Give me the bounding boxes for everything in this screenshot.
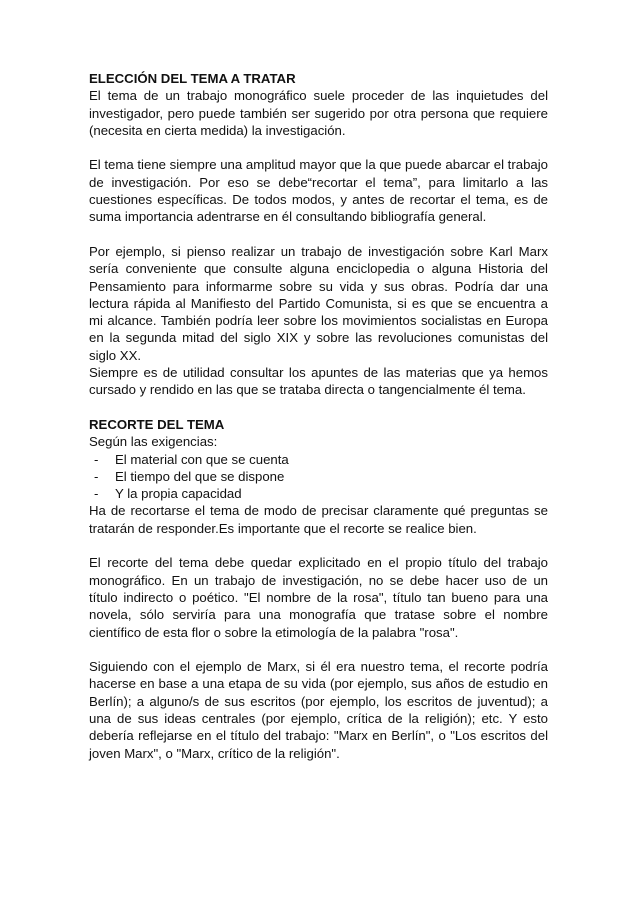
dash-bullet: - [94,486,99,502]
paragraph: Ha de recortarse el tema de modo de precisar claramente qué preguntas se tratarán de responder.Es importante que el recorte se realice bien. [89,503,548,536]
list-item-text: El tiempo del que se dispone [115,468,285,484]
paragraph: El tema tiene siempre una amplitud mayor que la que puede abarcar el trabajo de investigación. Por eso se debe“recortar el tema”, para limitarlo a las cuestiones específicas. De todos modos, y antes de recortar el tema, es de suma importancia adentrarse en él consultando bibliografía general. [89,157,548,225]
dash-bullet: - [94,468,99,484]
document-page [89,70,548,779]
paragraph: El tema de un trabajo monográfico suele proceder de las inquietudes del investigador, pero puede también ser sugerido por otra persona que requiere (necesita en cierta medida) la investigación. [89,88,548,138]
requirements-list [89,451,548,503]
list-item-text: Y la propia capacidad [115,486,242,502]
section-heading-recorte: RECORTE DEL TEMA [89,416,225,432]
list-item [89,468,548,485]
paragraph: Por ejemplo, si pienso realizar un trabajo de investigación sobre Karl Marx sería conveniente que consulte alguna enciclopedia o alguna Historia del Pensamiento para informarme sobre su vida y sus obras. Podría dar una lectura rápida al Manifiesto del Partido Comunista, si es que se encuentra a mi alcance. También podría leer sobre los movimientos socialistas en Europa en la segunda mitad del siglo XIX y sobre las revoluciones comunistas del siglo XX. [89,243,548,363]
dash-bullet: - [94,451,99,467]
paragraph: Siempre es de utilidad consultar los apuntes de las materias que ya hemos cursado y rendido en las que se trataba directa o tangencialmente él tema. [89,365,548,398]
list-item [89,485,548,502]
list-intro: Según las exigencias: [89,434,218,450]
list-item-text: El material con que se cuenta [115,451,289,467]
paragraph: El recorte del tema debe quedar explicitado en el propio título del trabajo monográfico. En un trabajo de investigación, no se debe hacer uso de un título indirecto o poético. "El nombre de la rosa", título tan bueno para una novela, sólo serviría para una monografía que tratase sobre el nombre científico de esta flor o sobre la etimología de la palabra "rosa". [89,555,548,640]
section-heading-eleccion: ELECCIÓN DEL TEMA A TRATAR [89,71,296,86]
list-item [89,451,548,468]
paragraph: Siguiendo con el ejemplo de Marx, si él era nuestro tema, el recorte podría hacerse en base a una etapa de su vida (por ejemplo, sus años de estudio en Berlín); a alguno/s de sus escritos (por ejemplo, los escritos de juventud); a una de sus ideas centrales (por ejemplo, crítica de la religión); etc. Y esto debería reflejarse en el título del trabajo: "Marx en Berlín", o "Los escritos del joven Marx", o "Marx, crítico de la religión". [89,659,548,761]
